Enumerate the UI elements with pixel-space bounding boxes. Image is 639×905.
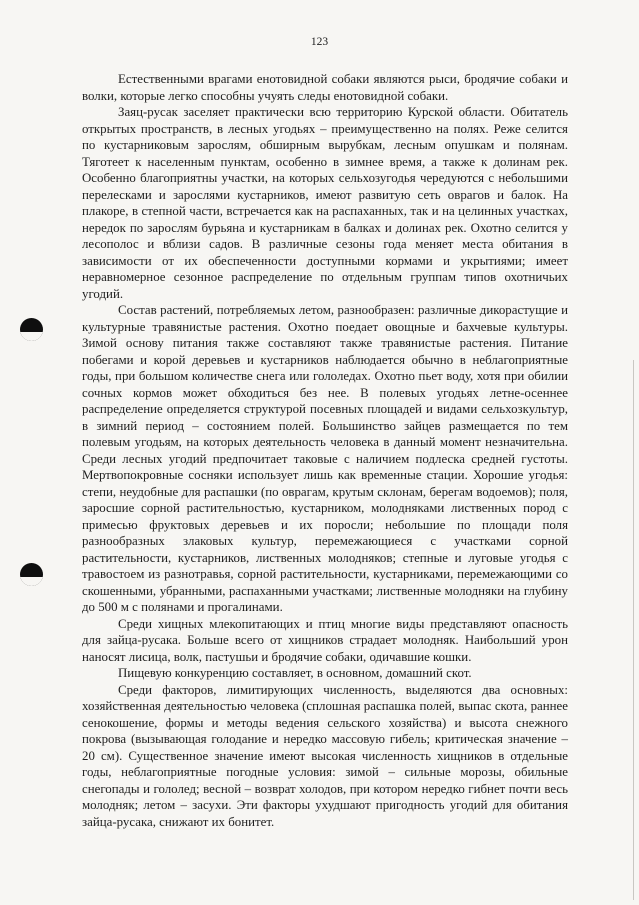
page-number: 123: [310, 36, 329, 48]
paragraph-limiting-factors: Среди факторов, лимитирующих численность, выделяются два основных: хозяйственная деятельностью человека (сплошная распашка полей, выпас скота, раннее сенокошение, формы и методы ведения сельского хозяйства) и высота снежного покрова (вызывающая голодание и нередко массовую гибель; критическая значение – 20 см). Существенное значение имеют высокая численность хищников в отдельные годы, неблагоприятные погодные условия: зимой – сильные морозы, обильные снегопады и гололед; весной – возврат холодов, при котором нередко гибнет почти весь молодняк; летом – засухи. Эти факторы ухудшают пригодность угодий для обитания зайца-русака, снижают их бонитет.: [82, 682, 568, 829]
page-edge-line: [633, 360, 634, 900]
paragraph-hare-habitat: Заяц-русак заселяет практически всю территорию Курской области. Обитатель открытых пространств, в лесных угодьях – преимущественно на полях. Реже селится по кустарниковым зарослям, обширным вырубкам, лесным опушкам и полянам. Тяготеет к населенным пунктам, особенно в зимнее время, а также к долинам рек. Особенно благоприятны участки, на которых сельхозугодья чередуются с небольшими перелесками и зарослями кустарников, имеют развитую сеть оврагов и балок. На плакоре, в степной части, встречается как на распаханных, так и на целинных участках, нередок по зарослям бурьяна и кустарникам в балках и долинах рек. Охотно селится у лесополос и вблизи садов. В различные сезоны года меняет места обитания в зависимости от их обеспеченности доступными кормами и укрытиями; имеет неравномерное сезонное распределение по отдельным группам типов охотничьих угодий.: [82, 105, 568, 301]
paragraph-competition: Пищевую конкуренцию составляет, в основном, домашний скот.: [118, 666, 472, 680]
paragraph-raccoon-dog-enemies: Естественными врагами енотовидной собаки являются рыси, бродячие собаки и волки, которые легко способны учуять следы енотовидной собаки.: [82, 72, 568, 103]
paragraph-hare-diet: Состав растений, потребляемых летом, разнообразен: различные дикорастущие и культурные травянистые растения. Охотно поедает овощные и бахчевые культуры. Зимой основу питания также составляют также травянистые растения. Питание побегами и корой деревьев и кустарников наблюдается обычно в неблагоприятные годы, при большом количестве снега или гололедах. Охотно пьет воду, хотя при обилии сочных кормов может обходиться без нее. В полевых угодьях летне-осеннее распределение определяется структурой посевных площадей и видами сельхозкультур, в зимний период – состоянием полей. Большинство зайцев размещается по тем полевым угодьям, на которых деятельность человека в данный момент незначительна. Среди лесных угодий предпочитает таковые с наличием подлеска средней густоты. Мертвопокровные сосняки использует лишь как временные стации. Хорошие угодья: степи, неудобные для распашки (по оврагам, крутым склонам, берегам водоемов); поля, заросшие сорной растительностью, кустарником, молодняками лиственных пород с примесью фруктовых деревьев и их поросли; небольшие по площади поля разнообразных злаковых культур, перемежающиеся с участками сорной растительности, кустарников, лиственных молодняков; степные и луговые угодья с травостоем из разнотравья, сорной растительности, кустарниками, перемежающими со скошенными, убранными, распаханными участками; лиственные молодняки на глубину до 500 м с полянами и прогалинами.: [82, 303, 568, 614]
binder-hole-bottom: [20, 563, 43, 586]
paragraph-predators: Среди хищных млекопитающих и птиц многие виды представляют опасность для зайца-русака. Больше всего от хищников страдает молодняк. Наибольший урон наносят лисица, волк, пастушьи и бродячие собаки, одичавшие кошки.: [82, 616, 568, 664]
binder-hole-top: [20, 318, 43, 341]
body-text: [82, 71, 568, 830]
